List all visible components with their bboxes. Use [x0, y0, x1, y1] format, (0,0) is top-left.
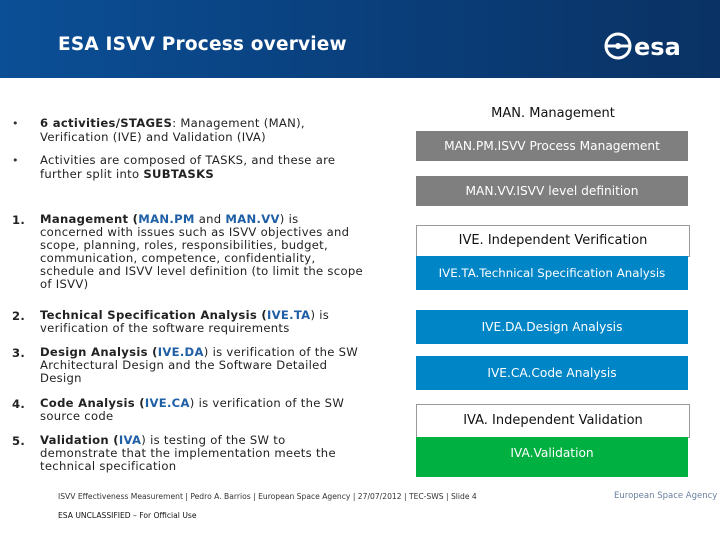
iva-validation-box: IVA.Validation — [416, 437, 688, 477]
slide-title: ESA ISVV Process overview — [58, 34, 347, 55]
bullet-2-line-2: further split into SUBTASKS — [40, 167, 215, 181]
item-4-line-1: Code Analysis (IVE.CA) is verification of the SW — [40, 396, 345, 410]
man-vv-box: MAN.VV.ISVV level definition — [416, 176, 688, 206]
iva-header: IVA. Independent Validation — [416, 404, 690, 438]
item-number: 2. — [12, 309, 26, 323]
item-3-line-2: Architectural Design and the Software Detailed — [40, 358, 328, 372]
bullet-2-line-1: Activities are composed of TASKS, and these are — [40, 153, 336, 167]
footer-classification: ESA UNCLASSIFIED – For Official Use — [58, 511, 197, 520]
item-number: 4. — [12, 397, 26, 411]
ive-da-box: IVE.DA.Design Analysis — [416, 310, 688, 344]
man-header: MAN. Management — [416, 96, 690, 132]
footer-citation: ISVV Effectiveness Measurement | Pedro A. Barrios | European Space Agency | 27/07/2012 | TEC-SWS | Slide 4 — [58, 492, 477, 501]
ive-header: IVE. Independent Verification — [416, 225, 690, 257]
footer-agency-wordmark: European Space Agency — [614, 491, 718, 501]
item-5-line-1: Validation (IVA) is testing of the SW to — [40, 433, 286, 447]
man-pm-box: MAN.PM.ISVV Process Management — [416, 131, 688, 161]
esa-logo-text: esa — [634, 33, 681, 61]
item-3-line-3: Design — [40, 371, 82, 385]
item-number: 1. — [12, 213, 26, 227]
bullet-marker: • — [12, 117, 19, 130]
item-1-line-3: scope, planning, roles, responsibilities, budget, — [40, 238, 328, 252]
item-1-line-6: of ISVV) — [40, 277, 89, 291]
item-1-line-5: schedule and ISVV level definition (to limit the scope — [40, 264, 363, 278]
item-number: 5. — [12, 434, 26, 448]
esa-logo-icon — [604, 28, 704, 64]
item-5-line-2: demonstrate that the implementation meets the — [40, 446, 336, 460]
item-1-line-4: communication, competence, confidentiality, — [40, 251, 316, 265]
item-1-line-2: concerned with issues such as ISVV objectives and — [40, 225, 350, 239]
item-1-line-1: Management (MAN.PM and MAN.VV) is — [40, 212, 299, 226]
item-3-line-1: Design Analysis (IVE.DA) is verification of the SW — [40, 345, 359, 359]
bullet-marker: • — [12, 154, 19, 167]
bullet-1-line-1: 6 activities/STAGES: Management (MAN), — [40, 116, 305, 130]
bullet-1-line-2: Verification (IVE) and Validation (IVA) — [40, 130, 266, 144]
item-2-line-2: verification of the software requirements — [40, 321, 290, 335]
ive-ta-box: IVE.TA.Technical Specification Analysis — [416, 256, 688, 290]
item-4-line-2: source code — [40, 409, 114, 423]
item-2-line-1: Technical Specification Analysis (IVE.TA) is — [40, 308, 330, 322]
item-5-line-3: technical specification — [40, 459, 177, 473]
item-number: 3. — [12, 346, 26, 360]
title-bar — [0, 0, 720, 78]
ive-ca-box: IVE.CA.Code Analysis — [416, 356, 688, 390]
